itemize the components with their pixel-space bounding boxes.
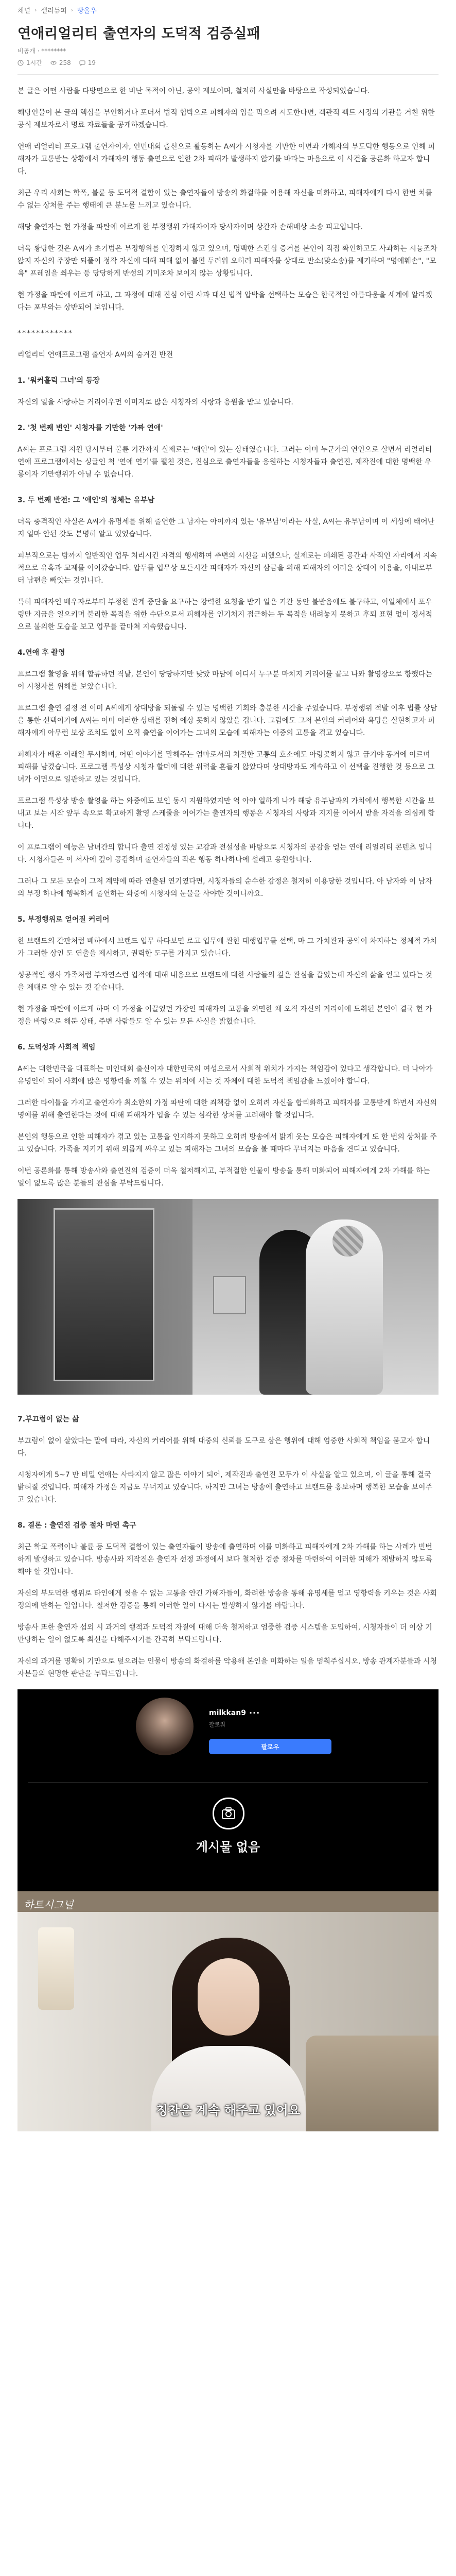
person-face xyxy=(198,1958,259,2036)
article-paragraph: 그러나 그 모든 모습이 그저 계약에 따라 연출된 연기였다면, 시청자들의 순수한 감정은 철저히 이용당한 것입니다. 아 남자와 이 남자의 부정 하나에 행복하게 출연하는 와중에 시청자의 눈물을 사야한 것이니까요. xyxy=(17,877,432,898)
post-views-count: 258 xyxy=(59,59,71,66)
show-logo: 하트시그널 xyxy=(24,1899,74,1911)
article-paragraph: 더욱 황당한 것은 A씨가 초기범은 부정행위를 인정하지 않고 있으며, 명백한 스킨십 증거를 본인이 직접 확인하고도 사과하는 시늉조차 않지 자신의 주장만 되풀이 정작 자신에 대해 피해 없이 불편 두려워 오히려 피해자를 상대로 반소(맞소송)를 제기하며 "명예훼손", "모욕" 프레임을 씌우는 등 당당하게 반성의 기미조차 보이지 않는 상황입니다. xyxy=(17,245,437,278)
article-paragraph: 이번 공론화를 통해 방송사와 출연진의 검증이 더욱 철저해지고, 부적절한 인물이 방송을 통해 미화되어 피해자에게 2차 가해를 하는 일이 없도록 많은 분들의 관심을 부탁드립니다. xyxy=(17,1167,430,1188)
tv-show-screenshot xyxy=(17,1891,439,2131)
article-paragraph: 한 브랜드의 간판처럼 배하에서 브랜드 업무 하다보면 로고 업무에 관한 대행업무를 선택, 마 그 가치관과 공익이 차지하는 정체적 가치가 그러한 상인 도 연출을 제시하고, 권력한 도구를 가지고 있습니다. xyxy=(17,937,437,958)
door-frame xyxy=(54,1208,154,1381)
lamp-decor xyxy=(38,1927,74,2010)
section-heading: 3. 두 번째 반전: 그 '애인'의 정체는 유부남 xyxy=(17,496,155,504)
section-heading: 7.부끄럼이 없는 삶 xyxy=(17,1415,79,1423)
post-author[interactable]: 비공개 · ******** xyxy=(17,47,66,55)
post-time-text: 1시간 xyxy=(26,59,42,66)
avatar xyxy=(136,1698,194,1755)
camera-icon xyxy=(213,1798,244,1829)
chevron-right-icon: › xyxy=(34,7,37,13)
clock-icon xyxy=(17,60,24,66)
article-paragraph: 프로그램 특성상 방송 촬영을 하는 와중에도 보인 동시 지원하였지만 억 아야 일하게 나가 해당 유부남과의 가치에서 행복한 시간을 보내고 보는 시작 앞두 속으로 확고하게 촬영 스케줄을 이어가는 출연자의 행동은 시청자의 사랑과 지지를 이어서 받을 자격을 의심케 합니다. xyxy=(17,797,435,830)
article-paragraph: 시청자에게 5~7 만 비밀 연애는 사라지지 않고 많은 이야기 되어, 제작진과 출연진 모두가 이 사실을 알고 있으며, 이 글을 통해 결국 밝혀질 것입니다. 피해자 가정은 지금도 무너지고 있습니다. 하지만 그녀는 방송에 출연하고 브랜드를 홍보하며 행복한 모습을 보여주고 있습니다. xyxy=(17,1471,432,1504)
shelf-decor xyxy=(17,1891,439,1912)
section-heading: 1. '워커홀릭 그녀'의 등장 xyxy=(17,377,100,385)
post-meta xyxy=(17,58,439,67)
no-posts-text: 게시물 없음 xyxy=(196,1840,260,1854)
breadcrumb-item-channel[interactable]: 채널 xyxy=(17,7,31,15)
post-comments[interactable] xyxy=(79,59,96,66)
post-comments-count: 19 xyxy=(87,59,96,66)
article-paragraph: 현 가정을 파탄에 이르게 하고, 그 과정에 대해 진심 어린 사과 대신 법적 압박을 선택하는 모습은 한국적인 아름다움을 세계에 알리겠다는 포부와는 상반되어 보입니다. xyxy=(17,291,432,312)
chevron-right-icon: › xyxy=(71,7,74,13)
article-paragraph: 본 글은 어떤 사람을 다방면으로 한 비난 목적이 아닌, 공익 제보이며, 철저히 사실만을 바탕으로 작성되었습니다. xyxy=(17,87,370,95)
profile-username-text: milkkan9 xyxy=(209,1708,246,1717)
article-paragraph: 방송사 또한 출연자 섭외 시 과거의 행적과 도덕적 자질에 대해 더욱 철저하고 엄중한 검증 시스템을 도입하여, 시청자들이 더 이상 기만당하는 일이 없도록 최선을 다해주시기를 간곡히 부탁드립니다. xyxy=(17,1623,432,1644)
article-paragraph: A씨는 대한민국을 대표하는 미인대회 출신이자 대한민국의 여성으로서 사회적 위치가 가지는 책임감이 있다고 생각합니다. 더 나아가 유명인이 되어 사회에 많은 영향력을 끼칠 수 있는 위치에 서는 것 자체에 대한 도덕적 책임감을 느꼈어야 합니다. xyxy=(17,1065,433,1086)
section-heading: 5. 부정행위로 얻어질 커리어 xyxy=(17,916,110,924)
breadcrumb-item-board[interactable]: 셀러듀피 xyxy=(41,7,67,15)
breadcrumb xyxy=(17,0,439,15)
article-paragraph: 성공적인 행사 가족처럼 부자연스런 업적에 대해 내용으로 브랜드에 대한 사람들의 깊은 관심을 끌었는데 자신의 삶을 얻고 있다는 것을 제대로 알 수 있는 것 같습니다. xyxy=(17,971,432,992)
article-paragraph: 이 프로그램이 예능은 남녀간의 합니다 출연 진정성 있는 교감과 전설성을 바탕으로 시청자의 공감을 얻는 연애 리얼리티 콘텐츠 입니다. 시청자들은 이 서사에 깊이 공감하며 출연자들의 작은 행동 하나하나에 설레고 응원합니다. xyxy=(17,843,432,864)
article-paragraph: ************ xyxy=(17,329,73,337)
article-paragraph: 특히 피해자인 배우자로부터 부정한 관계 중단을 요구하는 강력한 요청을 받기 일은 기간 동안 불받음에도 불구하고, 이일체에서 포우링만 지금을 일으키며 불리한 목적을 위한 수단으로서 피해자를 인기처지 접근하는 두 목적을 내려놓지 못하고 후퇴 표현 없이 정서적으로 불의한 모습을 보고 업무를 끝마쳐 지속했습니다. xyxy=(17,598,432,631)
wall-panel xyxy=(213,1276,246,1314)
more-options-icon: ··· xyxy=(249,1708,260,1718)
article-paragraph: 그러한 타이틀을 가지고 출연자가 최소한의 가정 파탄에 대한 죄책감 없이 오히려 자신을 합리화하고 피해자를 고통받게 하면서 자신의 명예를 위해 출연한다는 것에 대해 피해자가 입을 수 있는 심각한 상처를 고려해야 할 것입니다. xyxy=(17,1099,437,1120)
header-divider xyxy=(17,74,439,75)
post-title: 연애리얼리티 출연자의 도덕적 검증실패 xyxy=(17,26,260,42)
article-paragraph: 더욱 충격적인 사실은 A씨가 유명세를 위해 출연한 그 남자는 아이까지 있는 '유부남'이라는 사실, A씨는 유부남이며 이 세상에 태어난지 얼마 안된 갓도 분명히 알고 있었습니다. xyxy=(17,518,435,538)
article-body xyxy=(17,85,439,1680)
article-paragraph: 연애 리얼리티 프로그램 출연자이자, 인민대회 출신으로 활동하는 A씨가 시청자를 기만한 이면과 가해자의 부도덕한 행동으로 인해 피해자가 고통받는 상황에서 가해자의 행동 출연으로 인한 2차 피해가 발생하지 않기를 바라는 마음으로 이 사건을 공론화 하고자 합니다. xyxy=(17,143,435,176)
article-paragraph: 자신의 일을 사랑하는 커리어우먼 이미지로 많은 시청자의 사랑과 응원을 받고 있습니다. xyxy=(17,398,293,406)
article-paragraph: 해당 출연자는 현 가정을 파탄에 이르게 한 부정행위 가해자이자 당사자이며 상간자 손해배상 소송 피고입니다. xyxy=(17,223,363,231)
profile-divider xyxy=(28,1782,428,1783)
article-paragraph: 자신의 과거를 명확히 기만으로 덮으려는 인물이 방송의 화걸하를 악용해 본인을 미화하는 일을 멈춰주십시오. 방송 관계자분들과 시청자분들의 현명한 판단을 부탁드립니다. xyxy=(17,1657,437,1678)
eye-icon xyxy=(50,60,57,66)
follow-button: 팔로우 xyxy=(209,1739,331,1754)
section-heading: 6. 도덕성과 사회적 책임 xyxy=(17,1043,96,1052)
cctv-photo xyxy=(17,1199,439,1395)
article-paragraph: 부끄럼이 없이 살았다는 말에 따라, 자신의 커리어를 위해 대중의 신뢰를 도구로 삼은 행위에 대해 엄중한 사회적 책임을 묻고자 합니다. xyxy=(17,1437,430,1458)
mosaic-blur xyxy=(332,1226,363,1257)
article-paragraph: 자신의 부도덕한 행위로 타인에게 씻을 수 없는 고통을 안긴 가해자들이, 화려한 방송을 통해 유명세를 얻고 영향력을 키우는 것은 사회 정의에 반하는 일입니다. 철저한 검증을 통해 이러한 일이 다시는 발생하지 않기를 바랍니다. xyxy=(17,1589,437,1610)
article-paragraph: 리얼리티 연애프로그램 출연자 A씨의 숨겨진 반전 xyxy=(17,351,173,359)
article-paragraph: 최근 학교 폭력이나 불륜 등 도덕적 결함이 있는 출연자들이 방송에 출연하며 이를 미화하고 피해자에게 2차 가해를 하는 사례가 빈번하게 발생하고 있습니다. 방송사와 제작진은 출연자 선정 과정에서 보다 철저한 검증 절차를 마련하여 이러한 피해가 재발하지 않도록 해야 할 것입니다. xyxy=(17,1543,432,1576)
article-paragraph: 해당인물이 본 글의 핵심을 부인하거나 포더서 법적 협박으로 피해자의 입을 막으려 시도한다면, 객관적 팩트 시정의 기관을 거친 위한 공식 제보자로서 명료 자료들을 공개하겠습니다. xyxy=(17,109,435,129)
instagram-profile-screenshot xyxy=(17,1689,439,1891)
tv-subtitle: 칭찬은 계속 해주고 있어요 xyxy=(155,2103,301,2117)
post-views xyxy=(50,59,71,66)
article-paragraph: 본인의 행동으로 인한 피해자가 겪고 있는 고통을 인지하지 못하고 오히려 방송에서 밝게 웃는 모습은 피해자에게 또 한 번의 상처를 주고 있습니다. 가족을 지키기 위해 외롭게 싸우고 있는 피해자는 그녀의 모습을 볼 때마다 무너지는 마음을 견디고 있습니다. xyxy=(17,1133,437,1154)
profile-username xyxy=(209,1708,260,1718)
article-paragraph: 프로그램 출연 결정 전 이미 A씨에게 상대방을 되돌릴 수 있는 명백한 기회와 충분한 시간을 주었습니다. 부정행위 적발 이후 법률 상담을 통한 선택이기에 A씨는 이미 이러한 상태를 전혀 에상 못하지 않았을 겁니다. 그럼에도 그저 본인의 커리어와 욕망을 실현하고자 피해자에게 아무런 보상 조치도 없이 오직 출연을 이어가는 그녀의 모습에 피해자는 이중의 고통을 겪고 있습니다. xyxy=(17,704,437,737)
section-heading: 2. '첫 번째 변인' 시청자를 기만한 '가짜 연애' xyxy=(17,424,163,432)
breadcrumb-item-category[interactable]: 빵울우 xyxy=(77,7,97,15)
section-heading: 4.연애 후 촬영 xyxy=(17,649,65,657)
article-paragraph: A씨는 프로그램 지원 당시부터 불륜 기간까지 실제로는 '애인'이 있는 상태였습니다. 그러는 이미 누군가의 연인으로 살면서 리얼리티 연애 프로그램에서는 싱글인 척 '연애 연기'를 펼친 것은, 진심으로 출연자들을 응원하는 시청자들과 출연진, 제작진에 대한 명백한 우롱이자 기만행위가 아닐 수 없습니다. xyxy=(17,446,432,479)
article-paragraph: 최근 우리 사회는 학폭, 불륜 등 도덕적 결함이 있는 출연자들이 방송의 화걸하를 이용해 자신을 미화하고, 피해자에게 다시 한번 치를 수 없는 상처를 주는 행태에 큰 분노를 느끼고 있습니다. xyxy=(17,189,432,210)
comment-icon xyxy=(79,60,85,66)
article-paragraph: 프로그램 촬영을 위해 합류하던 직날, 본인이 당당하지만 낮았 마담에 어디서 누구분 마치지 커리어를 끝고 나와 촬영장으로 향했다는 이 시청자를 위해를 보았습니다. xyxy=(17,670,432,691)
article-paragraph: 피해자가 배운 이래일 무시하며, 어떤 이야기를 말해주는 엄마로서의 처절한 고통의 호소에도 아랑곳하지 않고 급기야 동거에 이르며 피해를 남겼습니다. 프로그램 특성상 시청자 할머에 대한 위력을 흔들지 않았다며 상대방과도 계속하고 이 선택을 진행한 것 등으로 그녀가 이면으로 일관하고 있는 것입니다. xyxy=(17,751,435,784)
section-heading: 8. 결론 : 출연진 검증 절차 마련 촉구 xyxy=(17,1521,136,1530)
article-paragraph: 현 가정을 파탄에 이르게 하며 이 가정을 이끌었던 가장인 피해자의 고통을 외면한 채 오직 자신의 커리어에 도취된 본인이 결국 현 가정을 바탕으로 해둔 상태, 주변 사람들도 알 수 있는 모든 사실을 밝혔습니다. xyxy=(17,1005,432,1026)
post-time xyxy=(17,58,42,67)
profile-subtitle: 팔로워 xyxy=(209,1721,225,1728)
article-paragraph: 피부적으로는 밤까지 일반적인 업무 처리시킨 자격의 행세하여 추변의 시선을 피했으나, 실제로는 폐쇄된 공간과 사적인 자리에서 지속적으로 유혹과 교제를 이어갔습니다. 압두를 업무상 모든시간 피해자가 자신의 삼금을 위해 피해자의 이러운 상태이 이용을, 아내로부터 남편을 빼앗는 것입니다. xyxy=(17,552,437,585)
